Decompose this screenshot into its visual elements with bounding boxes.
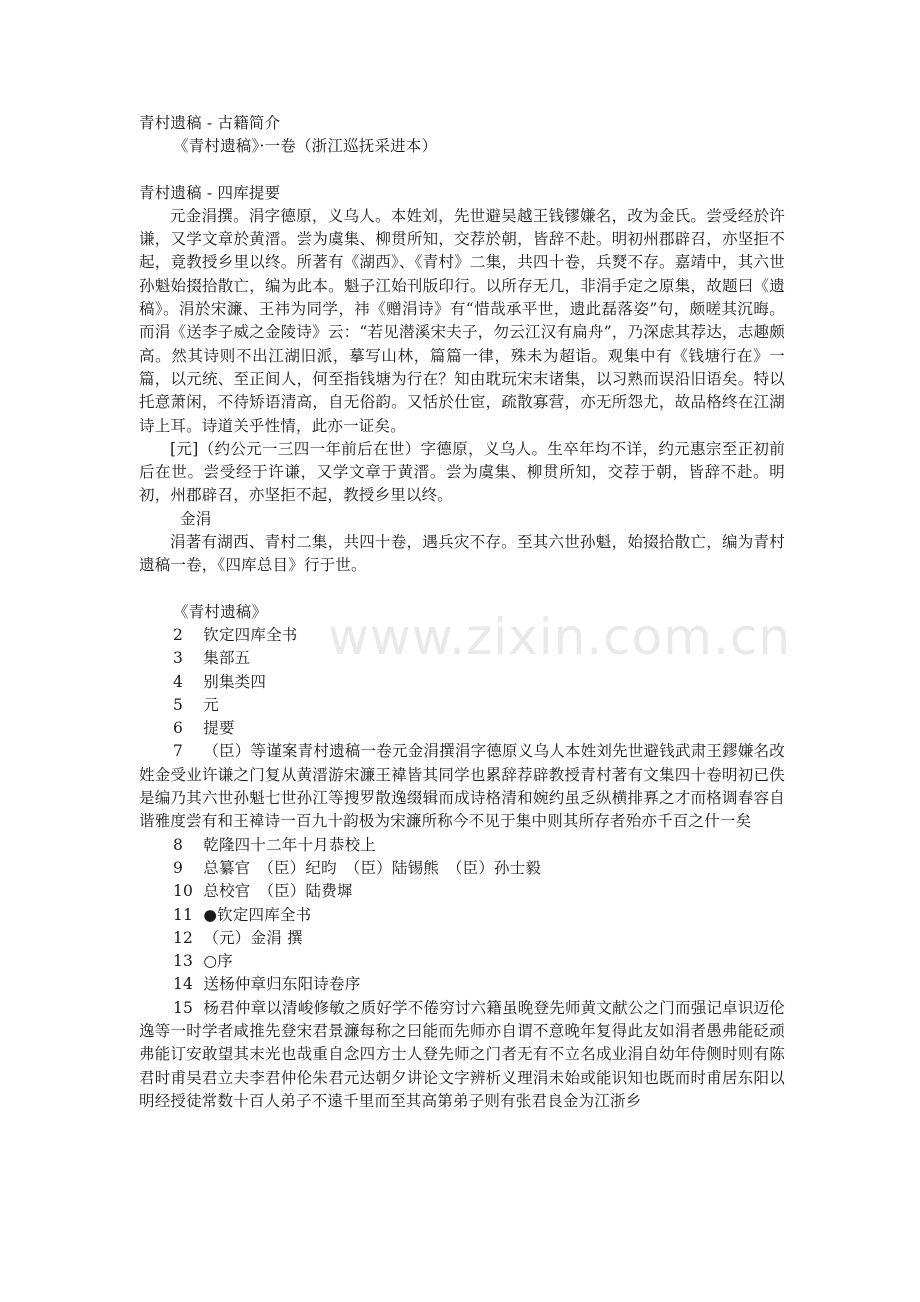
line-number: 11 [173,905,194,924]
siku-paragraph-2: [元]（约公元一三四一年前后在世）字德原，义乌人。生卒年均不详，约元惠宗至正初前后在世。尝受经于许谦，又学文章于黄溍。尝为虞集、柳贯所知，交荐于朝，皆辞不赴。明初，州郡辟召，亦坚拒不起，教授乡里以终。 [139,439,785,505]
line-text: 别集类四 [203,672,267,691]
line-text: 乾隆四十二年十月恭校上 [203,835,376,854]
text-line [139,857,785,880]
text-line [139,647,785,670]
line-number: 5 [173,695,184,714]
text-line [139,927,785,950]
text-line [139,694,785,717]
text-line [139,997,785,1113]
text-line [139,880,785,903]
watermark: www.zixin.com.cn [328,608,792,666]
line-text: （元）金涓 撰 [203,928,303,947]
line-text: 钦定四库全书 [203,625,298,644]
text-line [139,624,785,647]
line-text: 送杨仲章归东阳诗卷序 [203,975,361,994]
spacer [139,578,785,601]
line-number: 10 [173,882,194,901]
siku-paragraph-3: 涓著有湖西、青村二集，共四十卷，遇兵灾不存。至其六世孙魁，始掇拾散亡，编为青村遗稿一卷，《四库总目》行于世。 [139,533,785,575]
line-number: 7 [173,742,184,761]
line-number: 13 [173,952,194,971]
line-text: 总校官 （臣）陆费墀 [203,882,353,901]
line-number: 9 [173,858,184,877]
line-text: 杨君仲章以清峻修敏之质好学不倦穷讨六籍虽晚登先师黄文献公之门而强记卓识迈伦逸等一时学者咸推先登宋君景濂每称之曰能而先师亦自谓不意晚年复得此友如涓者愚弗能砭顽弗能订安敢望其末光也哉重自念四方士人登先师之门者无有不立名成业涓自幼年侍侧时则有陈君时甫吴君立夫李君仲伦朱君元达朝夕讲论文字辨析义理涓未始或能识知也既而时甫居东阳以明经授徒常数十百人弟子不遠千里而至其高第弟子则有张君良金为江浙乡 [139,998,785,1110]
line-text: 总纂官 （臣）纪昀 （臣）陆锡熊 （臣）孙士毅 [203,858,542,877]
intro-heading: 青村遗稿 - 古籍简介 [139,114,281,132]
line-number: 6 [173,719,184,738]
line-text: 提要 [203,719,235,738]
line-text: 集部五 [203,649,251,668]
line-text: ●钦定四库全书 [203,905,312,924]
text-line [139,950,785,973]
line-text: （臣）等谨案青村遗稿一卷元金涓撰涓字德原义乌人本姓刘先世避钱武肃王鏐嫌名改姓金受业许谦之门复从黄溍游宋濂王褘皆其同学也累辞荐辟教授青村著有文集四十卷明初已佚是编乃其六世孙魁七世孙江等搜罗散逸缀辑而成诗格清和婉约虽乏纵横排奡之才而格调春容自谐雅度尝有和王褘诗一百九十韵极为宋濂所称今不见于集中则其所存者殆亦千百之什一矣 [139,742,785,831]
line-number: 8 [173,835,184,854]
line-number: 15 [173,998,194,1017]
text-line [139,973,785,996]
line-number: 12 [173,928,194,947]
siku-heading: 青村遗稿 - 四库提要 [139,183,281,202]
line-number: 3 [173,649,184,668]
siku-paragraph-1: 元金涓撰。涓字德原，义乌人。本姓刘，先世避吴越王钱镠嫌名，改为金氏。尝受经於许谦，又学文章於黄溍。尝为虞集、柳贯所知，交荐於朝，皆辞不赴。明初州郡辟召，亦坚拒不起，竟教授乡里以终。所著有《湖西》、《青村》二集，共四十卷，兵燹不存。嘉靖中，其六世孙魁始掇拾散亡，编为此本。魁子江始刊版印行。以所存无几，非涓手定之原集，故题曰《遗稿》。涓於宋濂、王祎为同学，祎《赠涓诗》有“惜哉承平世，遗此磊落姿”句，颇嗟其沉晦。而涓《送李子威之金陵诗》云：“若见潜溪宋夫子，勿云江汉有扁舟”，乃深虑其荐达，志趣颇高。然其诗则不出江湖旧派，摹写山林，篇篇一律，殊未为超诣。观集中有《钱塘行在》一篇，以元统、至正间人，何至指钱塘为行在？知由耽玩宋末诸集，以习熟而误沿旧语矣。特以托意萧闲，不待矫语清高，自无俗韵。又恬於仕宦，疏散寡营，亦无所怨尤，故品格终在江湖诗上耳。诗道关乎性情，此亦一证矣。 [139,206,785,435]
line-number: 14 [173,975,194,994]
author-name: 金涓 [180,509,212,528]
line-number: 4 [173,672,184,691]
spacer [139,159,785,182]
text-line [139,717,785,740]
text-line [139,740,785,833]
text-line [139,834,785,857]
document-page [139,112,785,1113]
line-text: ○序 [203,952,233,971]
line-number: 2 [173,625,184,644]
intro-subtitle: 《青村遗稿》·一卷（浙江巡抚采进本） [173,137,438,156]
text-line [139,671,785,694]
line-text: 元 [203,695,219,714]
text-line [139,904,785,927]
text-title: 《青村遗稿》 [173,602,268,621]
